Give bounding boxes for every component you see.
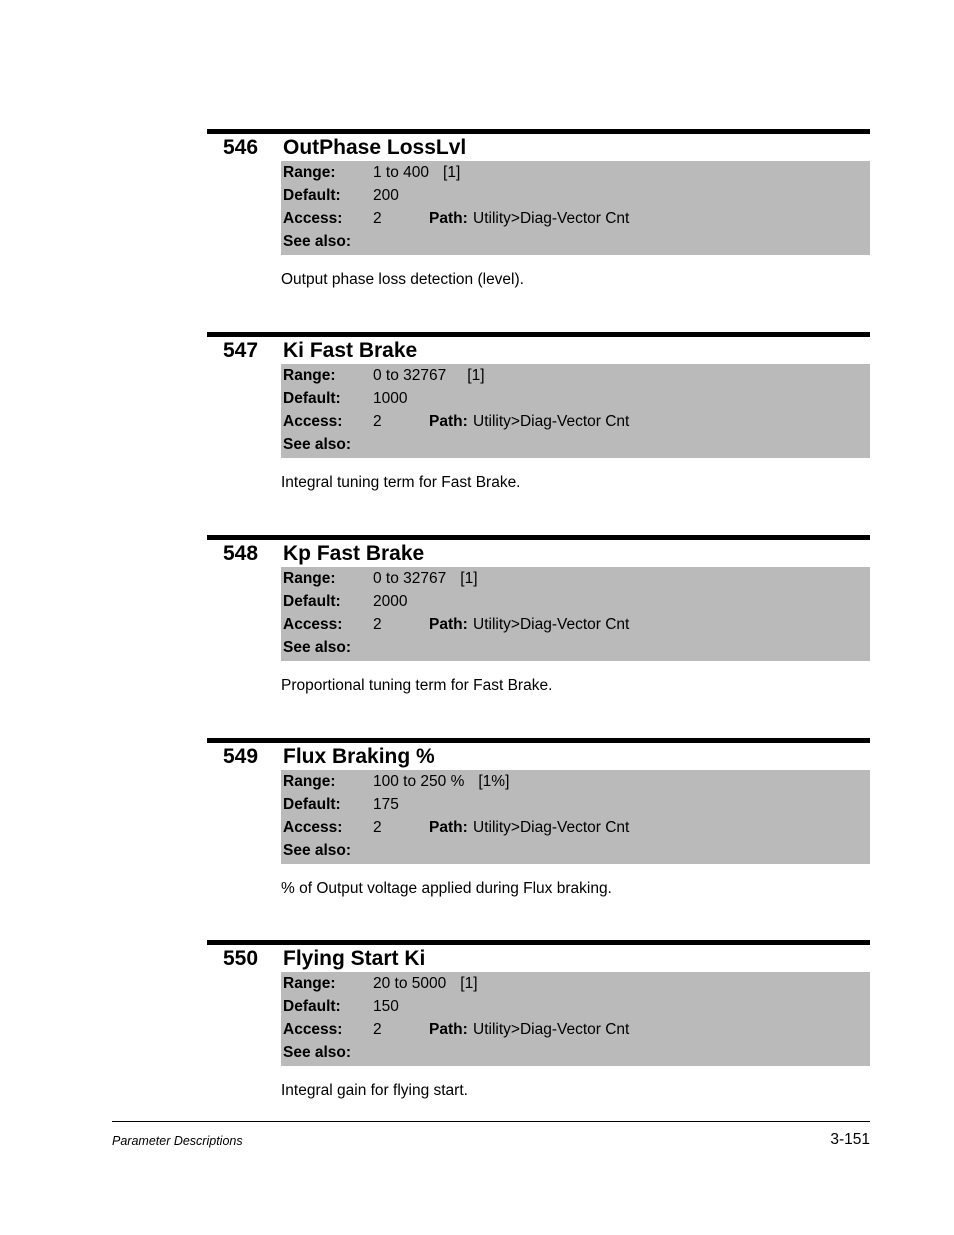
parameter-info-box (281, 770, 870, 864)
range-value: 1 to 400 (373, 164, 430, 181)
range-label: Range: (283, 975, 336, 992)
footer-rule (112, 1121, 870, 1122)
range-unit: [1] (443, 164, 461, 181)
parameter-description: Integral gain for flying start. (281, 1082, 468, 1099)
range-value: 0 to 32767 (373, 367, 447, 384)
access-label: Access: (283, 819, 343, 836)
see-also-label: See also: (283, 842, 352, 859)
access-value: 2 (373, 616, 382, 633)
access-value: 2 (373, 413, 382, 430)
parameter-name: Flying Start Ki (283, 947, 426, 970)
parameter-name: OutPhase LossLvl (283, 136, 467, 159)
parameter-info-box (281, 972, 870, 1066)
default-label: Default: (283, 390, 341, 407)
path-value: Utility>Diag-Vector Cnt (473, 210, 630, 227)
parameter-546 (207, 129, 870, 289)
parameter-header (207, 540, 870, 567)
access-value: 2 (373, 819, 382, 836)
parameter-number: 549 (223, 745, 259, 768)
path-label: Path: (429, 1021, 468, 1038)
parameter-name: Flux Braking % (283, 745, 435, 768)
default-value: 2000 (373, 593, 408, 610)
range-unit: [1] (460, 975, 478, 992)
default-value: 1000 (373, 390, 408, 407)
access-label: Access: (283, 413, 343, 430)
range-unit: [1%] (478, 773, 510, 790)
default-label: Default: (283, 593, 341, 610)
see-also-label: See also: (283, 233, 352, 250)
parameter-number: 547 (223, 339, 259, 362)
see-also-label: See also: (283, 1044, 352, 1061)
range-label: Range: (283, 773, 336, 790)
access-value: 2 (373, 1021, 382, 1038)
path-value: Utility>Diag-Vector Cnt (473, 1021, 630, 1038)
path-label: Path: (429, 210, 468, 227)
path-label: Path: (429, 616, 468, 633)
see-also-label: See also: (283, 436, 352, 453)
parameter-header (207, 743, 870, 770)
path-value: Utility>Diag-Vector Cnt (473, 616, 630, 633)
parameter-header (207, 134, 870, 161)
parameter-number: 550 (223, 947, 259, 970)
parameter-550 (207, 940, 870, 1100)
parameter-number: 546 (223, 136, 259, 159)
page-number: 3-151 (830, 1131, 870, 1148)
access-label: Access: (283, 616, 343, 633)
access-label: Access: (283, 210, 343, 227)
range-value: 100 to 250 % (373, 773, 465, 790)
parameter-name: Kp Fast Brake (283, 542, 425, 565)
range-unit: [1] (467, 367, 485, 384)
path-label: Path: (429, 819, 468, 836)
range-label: Range: (283, 367, 336, 384)
path-label: Path: (429, 413, 468, 430)
parameter-info-box (281, 161, 870, 255)
default-value: 150 (373, 998, 399, 1015)
default-label: Default: (283, 796, 341, 813)
see-also-label: See also: (283, 639, 352, 656)
default-value: 200 (373, 187, 399, 204)
parameter-549 (207, 738, 870, 898)
parameter-number: 548 (223, 542, 259, 565)
parameter-header (207, 945, 870, 972)
parameter-548 (207, 535, 870, 695)
access-label: Access: (283, 1021, 343, 1038)
footer-section-title: Parameter Descriptions (112, 1134, 243, 1148)
parameter-description: Proportional tuning term for Fast Brake. (281, 677, 553, 694)
range-value: 0 to 32767 (373, 570, 447, 587)
parameter-description: % of Output voltage applied during Flux braking. (281, 880, 612, 897)
parameter-547 (207, 332, 870, 492)
parameter-info-box (281, 567, 870, 661)
range-label: Range: (283, 570, 336, 587)
parameter-description: Integral tuning term for Fast Brake. (281, 474, 521, 491)
parameter-name: Ki Fast Brake (283, 339, 418, 362)
range-unit: [1] (460, 570, 478, 587)
range-label: Range: (283, 164, 336, 181)
default-value: 175 (373, 796, 399, 813)
parameter-description: Output phase loss detection (level). (281, 271, 524, 288)
parameter-info-box (281, 364, 870, 458)
parameter-header (207, 337, 870, 364)
path-value: Utility>Diag-Vector Cnt (473, 413, 630, 430)
access-value: 2 (373, 210, 382, 227)
path-value: Utility>Diag-Vector Cnt (473, 819, 630, 836)
default-label: Default: (283, 187, 341, 204)
range-value: 20 to 5000 (373, 975, 447, 992)
default-label: Default: (283, 998, 341, 1015)
